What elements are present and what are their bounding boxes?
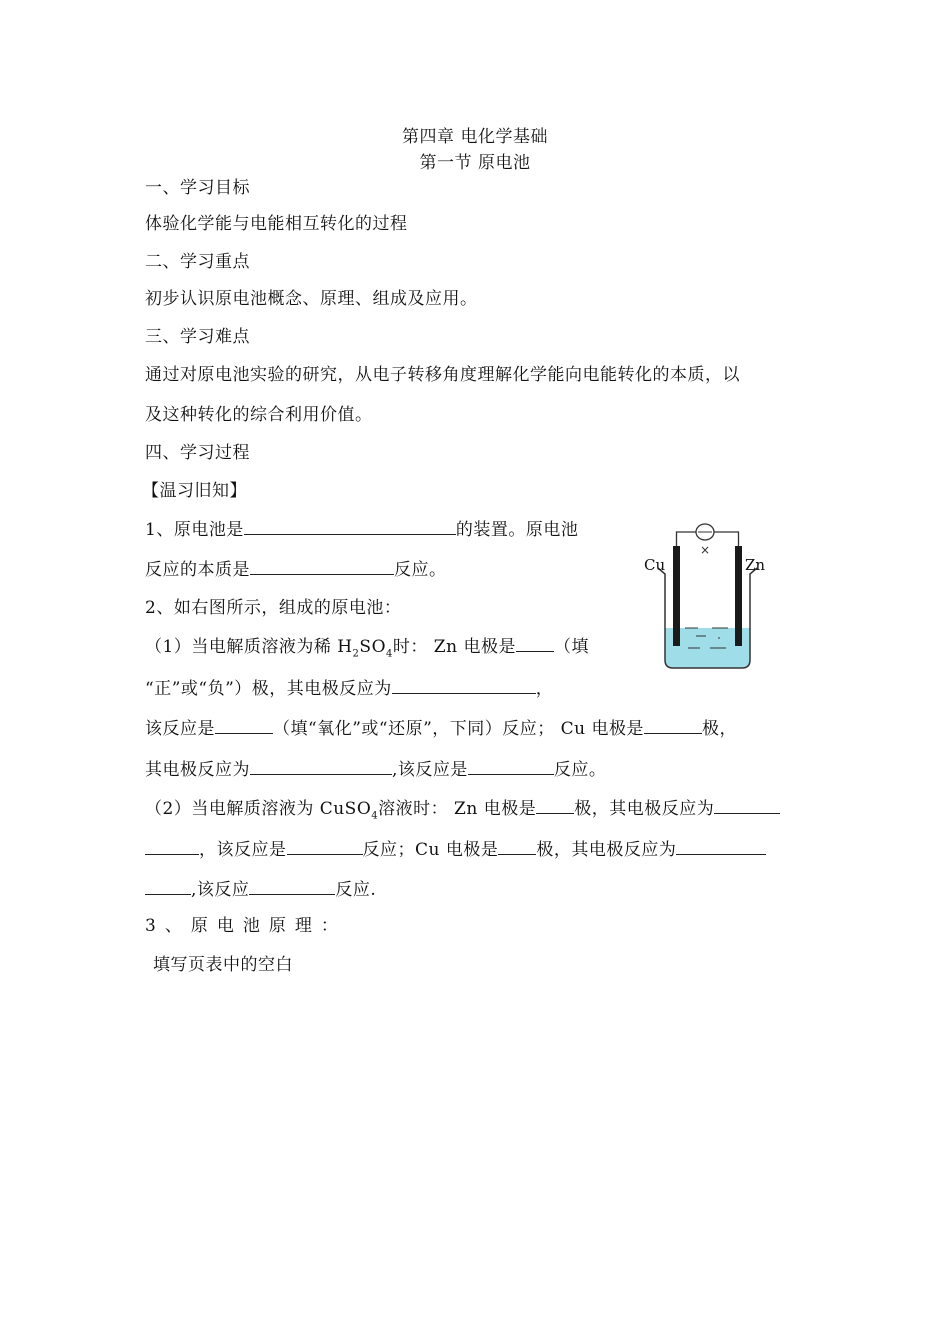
galvanic-cell-figure xyxy=(640,520,770,670)
question-1-line-2: 反应的本质是 反应。 xyxy=(145,557,447,581)
key-points-text: 初步认识原电池概念、原理、组成及应用。 xyxy=(145,289,478,309)
blank-field[interactable] xyxy=(714,796,780,814)
difficulties-text-1: 通过对原电池实验的研究，从电子转移角度理解化学能向电能转化的本质，以 xyxy=(145,365,740,385)
blank-field[interactable] xyxy=(145,877,191,895)
blank-field[interactable] xyxy=(536,796,574,814)
cu-electrode xyxy=(673,546,680,646)
blank-field[interactable] xyxy=(392,676,536,694)
wire xyxy=(677,532,697,546)
blank-field[interactable] xyxy=(215,716,273,734)
blank-field[interactable] xyxy=(468,757,554,775)
question-2-2-line-2: ，该反应是 反应；Cu 电极是 极，其电极反应为 xyxy=(145,837,766,861)
difficulties-text-2: 及这种转化的综合利用价值。 xyxy=(145,405,373,425)
galvanic-cell-diagram xyxy=(640,520,770,670)
blank-field[interactable] xyxy=(644,716,702,734)
zn-label: Zn xyxy=(745,556,766,574)
blank-field[interactable] xyxy=(676,837,766,855)
section-title: 第一节 原电池 xyxy=(419,153,531,173)
question-1-line-1: 1、原电池是 的装置。原电池 xyxy=(145,517,578,541)
chapter-title: 第四章 电化学基础 xyxy=(402,127,548,147)
blank-field[interactable] xyxy=(287,837,363,855)
heading-process: 四、学习过程 xyxy=(145,443,250,463)
blank-field[interactable] xyxy=(145,837,199,855)
zn-electrode xyxy=(735,546,742,646)
wire xyxy=(714,532,739,546)
question-2-1-line-1: （1）当电解质溶液为稀 $H_2SO_4$时： Zn 电极是 （填 xyxy=(145,634,589,665)
blank-field[interactable] xyxy=(516,634,554,652)
blank-field[interactable] xyxy=(249,877,335,895)
question-2-2-line-3: ,该反应 反应. xyxy=(145,877,376,901)
question-3-instruction: 填写页表中的空白 xyxy=(153,955,293,975)
heading-key-points: 二、学习重点 xyxy=(145,252,250,272)
question-2-1-line-2: “正”或“负”）极，其电极反应为 ， xyxy=(145,676,553,700)
heading-difficulties: 三、学习难点 xyxy=(145,327,250,347)
question-2-1-line-4: 其电极反应为 ,该反应是 反应。 xyxy=(145,757,606,781)
question-2-1-line-3: 该反应是 （填“氧化”或“还原”，下同）反应； Cu 电极是 极， xyxy=(145,716,737,740)
meter-mark: × xyxy=(700,543,711,557)
blank-field[interactable] xyxy=(250,757,392,775)
cu-label: Cu xyxy=(644,556,666,574)
question-2-intro: 2、如右图所示，组成的原电池： xyxy=(145,598,402,618)
blank-field[interactable] xyxy=(244,517,456,535)
question-3: 3、原电池原理： xyxy=(145,916,347,936)
blank-field[interactable] xyxy=(250,557,394,575)
objectives-text: 体验化学能与电能相互转化的过程 xyxy=(145,214,408,234)
review-heading: 【温习旧知】 xyxy=(142,481,247,501)
blank-field[interactable] xyxy=(498,837,536,855)
heading-objectives: 一、学习目标 xyxy=(145,178,250,198)
question-2-2-line-1: （2）当电解质溶液为 CuSO$_4$溶液时： Zn 电极是 极，其电极反应为 xyxy=(145,796,780,827)
